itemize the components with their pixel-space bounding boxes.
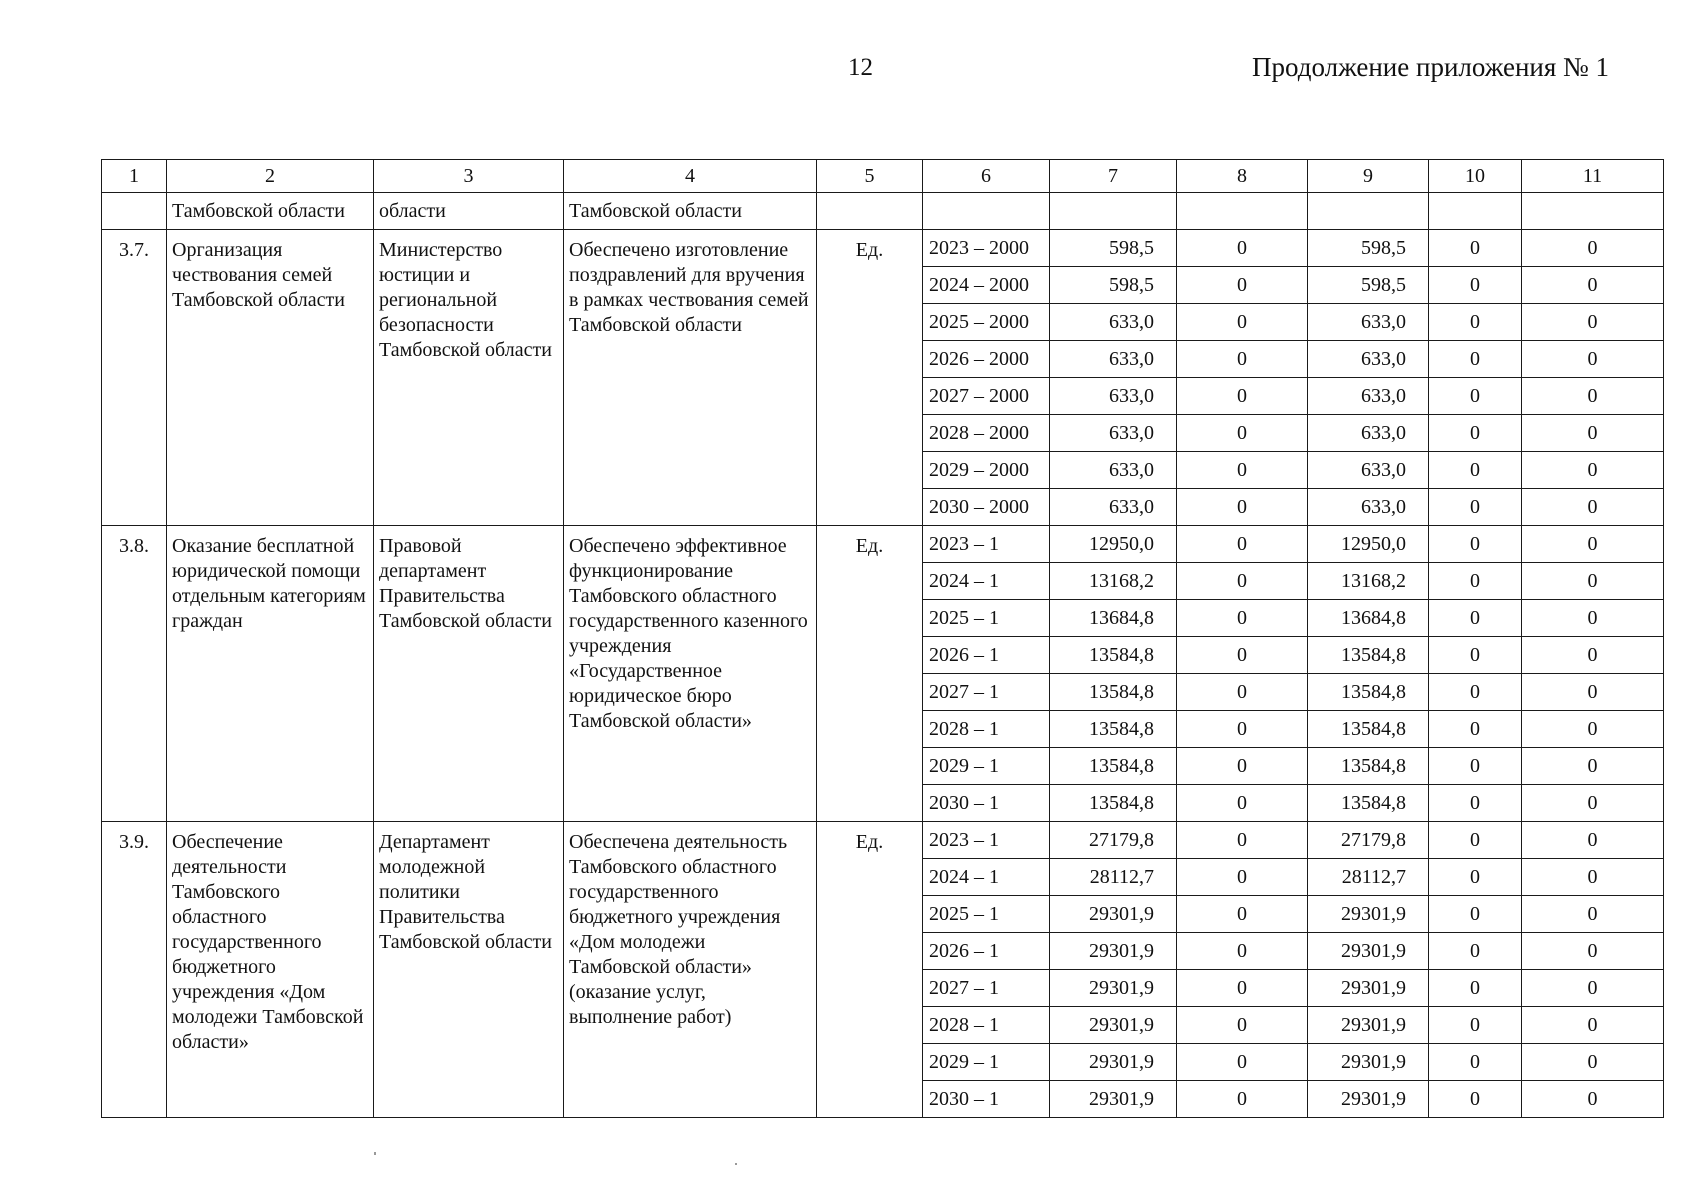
year-target-cell: 2025 – 1 xyxy=(923,896,1050,933)
federal-value-cell: 0 xyxy=(1177,600,1308,637)
activity-name: Организация чествования семей Тамбовской области xyxy=(167,230,374,526)
federal-value-cell: 0 xyxy=(1177,896,1308,933)
year-target-cell: 2027 – 1 xyxy=(923,674,1050,711)
year-target-cell: 2029 – 1 xyxy=(923,1044,1050,1081)
local-value-cell: 0 xyxy=(1429,230,1522,267)
regional-value-cell: 29301,9 xyxy=(1308,933,1429,970)
year-target-cell: 2023 – 1 xyxy=(923,822,1050,859)
local-value-cell: 0 xyxy=(1429,415,1522,452)
regional-value-cell: 598,5 xyxy=(1308,267,1429,304)
local-value-cell: 0 xyxy=(1429,711,1522,748)
unit-of-measure: Ед. xyxy=(817,230,923,526)
total-value-cell: 29301,9 xyxy=(1050,1007,1177,1044)
total-value-cell: 27179,8 xyxy=(1050,822,1177,859)
continuation-cell xyxy=(102,193,167,230)
local-value-cell: 0 xyxy=(1429,637,1522,674)
regional-value-cell: 29301,9 xyxy=(1308,1007,1429,1044)
local-value-cell: 0 xyxy=(1429,489,1522,526)
federal-value-cell: 0 xyxy=(1177,785,1308,822)
column-number: 10 xyxy=(1429,160,1522,193)
year-target-cell: 2023 – 1 xyxy=(923,526,1050,563)
year-target-cell: 2026 – 1 xyxy=(923,933,1050,970)
other-value-cell: 0 xyxy=(1522,489,1664,526)
year-target-cell: 2026 – 1 xyxy=(923,637,1050,674)
federal-value-cell: 0 xyxy=(1177,378,1308,415)
other-value-cell: 0 xyxy=(1522,415,1664,452)
regional-value-cell: 29301,9 xyxy=(1308,970,1429,1007)
regional-value-cell: 27179,8 xyxy=(1308,822,1429,859)
federal-value-cell: 0 xyxy=(1177,970,1308,1007)
local-value-cell: 0 xyxy=(1429,748,1522,785)
regional-value-cell: 13584,8 xyxy=(1308,785,1429,822)
continuation-cell: Тамбовской области xyxy=(564,193,817,230)
column-number: 3 xyxy=(374,160,564,193)
section-number: 3.8. xyxy=(102,526,167,822)
regional-value-cell: 633,0 xyxy=(1308,378,1429,415)
other-value-cell: 0 xyxy=(1522,711,1664,748)
other-value-cell: 0 xyxy=(1522,785,1664,822)
other-value-cell: 0 xyxy=(1522,600,1664,637)
column-number: 11 xyxy=(1522,160,1664,193)
year-target-cell: 2024 – 1 xyxy=(923,563,1050,600)
year-target-cell: 2028 – 2000 xyxy=(923,415,1050,452)
regional-value-cell: 633,0 xyxy=(1308,304,1429,341)
total-value-cell: 633,0 xyxy=(1050,452,1177,489)
expected-result: Обеспечена деятельность Тамбовского областного государственного бюджетного учреждения «Дом молодежи Тамбовской области» (оказание услуг, выполнение работ) xyxy=(564,822,817,1118)
total-value-cell: 29301,9 xyxy=(1050,1044,1177,1081)
local-value-cell: 0 xyxy=(1429,933,1522,970)
other-value-cell: 0 xyxy=(1522,1007,1664,1044)
table-row xyxy=(102,822,1664,859)
year-target-cell: 2029 – 1 xyxy=(923,748,1050,785)
regional-value-cell: 13584,8 xyxy=(1308,711,1429,748)
total-value-cell: 28112,7 xyxy=(1050,859,1177,896)
local-value-cell: 0 xyxy=(1429,378,1522,415)
local-value-cell: 0 xyxy=(1429,267,1522,304)
federal-value-cell: 0 xyxy=(1177,822,1308,859)
unit-of-measure: Ед. xyxy=(817,526,923,822)
activity-name: Оказание бесплатной юридической помощи отдельным категориям граждан xyxy=(167,526,374,822)
expected-result: Обеспечено эффективное функционирование Тамбовского областного государственного казенного учреждения «Государственное юридическое бюро Тамбовской области» xyxy=(564,526,817,822)
federal-value-cell: 0 xyxy=(1177,489,1308,526)
other-value-cell: 0 xyxy=(1522,1044,1664,1081)
total-value-cell: 12950,0 xyxy=(1050,526,1177,563)
other-value-cell: 0 xyxy=(1522,822,1664,859)
total-value-cell: 13684,8 xyxy=(1050,600,1177,637)
regional-value-cell: 28112,7 xyxy=(1308,859,1429,896)
regional-value-cell: 633,0 xyxy=(1308,452,1429,489)
regional-value-cell: 29301,9 xyxy=(1308,1081,1429,1118)
local-value-cell: 0 xyxy=(1429,785,1522,822)
other-value-cell: 0 xyxy=(1522,637,1664,674)
total-value-cell: 13584,8 xyxy=(1050,785,1177,822)
total-value-cell: 633,0 xyxy=(1050,489,1177,526)
total-value-cell: 13168,2 xyxy=(1050,563,1177,600)
continuation-cell xyxy=(1429,193,1522,230)
total-value-cell: 633,0 xyxy=(1050,415,1177,452)
total-value-cell: 29301,9 xyxy=(1050,896,1177,933)
other-value-cell: 0 xyxy=(1522,452,1664,489)
local-value-cell: 0 xyxy=(1429,600,1522,637)
table-body xyxy=(102,160,1664,1118)
year-target-cell: 2028 – 1 xyxy=(923,711,1050,748)
local-value-cell: 0 xyxy=(1429,304,1522,341)
federal-value-cell: 0 xyxy=(1177,637,1308,674)
year-target-cell: 2026 – 2000 xyxy=(923,341,1050,378)
continuation-cell xyxy=(923,193,1050,230)
total-value-cell: 633,0 xyxy=(1050,304,1177,341)
total-value-cell: 13584,8 xyxy=(1050,674,1177,711)
year-target-cell: 2030 – 1 xyxy=(923,1081,1050,1118)
other-value-cell: 0 xyxy=(1522,267,1664,304)
local-value-cell: 0 xyxy=(1429,563,1522,600)
federal-value-cell: 0 xyxy=(1177,452,1308,489)
local-value-cell: 0 xyxy=(1429,970,1522,1007)
other-value-cell: 0 xyxy=(1522,970,1664,1007)
federal-value-cell: 0 xyxy=(1177,304,1308,341)
federal-value-cell: 0 xyxy=(1177,526,1308,563)
other-value-cell: 0 xyxy=(1522,526,1664,563)
federal-value-cell: 0 xyxy=(1177,415,1308,452)
local-value-cell: 0 xyxy=(1429,341,1522,378)
table-row xyxy=(102,230,1664,267)
continuation-cell xyxy=(1308,193,1429,230)
year-target-cell: 2024 – 1 xyxy=(923,859,1050,896)
federal-value-cell: 0 xyxy=(1177,859,1308,896)
expected-result: Обеспечено изготовление поздравлений для вручения в рамках чествования семей Тамбовской области xyxy=(564,230,817,526)
table-row xyxy=(102,526,1664,563)
local-value-cell: 0 xyxy=(1429,1044,1522,1081)
federal-value-cell: 0 xyxy=(1177,1007,1308,1044)
program-activities-table xyxy=(101,159,1664,1118)
column-number: 2 xyxy=(167,160,374,193)
other-value-cell: 0 xyxy=(1522,1081,1664,1118)
total-value-cell: 29301,9 xyxy=(1050,933,1177,970)
regional-value-cell: 13168,2 xyxy=(1308,563,1429,600)
federal-value-cell: 0 xyxy=(1177,341,1308,378)
column-number: 7 xyxy=(1050,160,1177,193)
page-number: 12 xyxy=(848,54,873,81)
other-value-cell: 0 xyxy=(1522,859,1664,896)
year-target-cell: 2025 – 2000 xyxy=(923,304,1050,341)
appendix-header: Продолжение приложения № 1 xyxy=(1252,52,1610,82)
federal-value-cell: 0 xyxy=(1177,711,1308,748)
year-target-cell: 2027 – 2000 xyxy=(923,378,1050,415)
responsible-executor: Правовой департамент Правительства Тамбовской области xyxy=(374,526,564,822)
federal-value-cell: 0 xyxy=(1177,674,1308,711)
federal-value-cell: 0 xyxy=(1177,230,1308,267)
other-value-cell: 0 xyxy=(1522,748,1664,785)
year-target-cell: 2029 – 2000 xyxy=(923,452,1050,489)
column-number: 6 xyxy=(923,160,1050,193)
federal-value-cell: 0 xyxy=(1177,748,1308,785)
continuation-cell xyxy=(1522,193,1664,230)
total-value-cell: 13584,8 xyxy=(1050,748,1177,785)
other-value-cell: 0 xyxy=(1522,230,1664,267)
column-number: 8 xyxy=(1177,160,1308,193)
total-value-cell: 29301,9 xyxy=(1050,1081,1177,1118)
year-target-cell: 2028 – 1 xyxy=(923,1007,1050,1044)
federal-value-cell: 0 xyxy=(1177,267,1308,304)
year-target-cell: 2030 – 1 xyxy=(923,785,1050,822)
unit-of-measure: Ед. xyxy=(817,822,923,1118)
year-target-cell: 2027 – 1 xyxy=(923,970,1050,1007)
regional-value-cell: 633,0 xyxy=(1308,341,1429,378)
total-value-cell: 29301,9 xyxy=(1050,970,1177,1007)
local-value-cell: 0 xyxy=(1429,674,1522,711)
column-number: 9 xyxy=(1308,160,1429,193)
total-value-cell: 13584,8 xyxy=(1050,711,1177,748)
section-number: 3.7. xyxy=(102,230,167,526)
year-target-cell: 2030 – 2000 xyxy=(923,489,1050,526)
column-number: 5 xyxy=(817,160,923,193)
continuation-cell xyxy=(1050,193,1177,230)
federal-value-cell: 0 xyxy=(1177,1044,1308,1081)
year-target-cell: 2023 – 2000 xyxy=(923,230,1050,267)
column-number: 4 xyxy=(564,160,817,193)
regional-value-cell: 29301,9 xyxy=(1308,896,1429,933)
continuation-cell xyxy=(1177,193,1308,230)
year-target-cell: 2024 – 2000 xyxy=(923,267,1050,304)
responsible-executor: Министерство юстиции и региональной безопасности Тамбовской области xyxy=(374,230,564,526)
regional-value-cell: 598,5 xyxy=(1308,230,1429,267)
scan-mark xyxy=(735,1163,737,1165)
local-value-cell: 0 xyxy=(1429,859,1522,896)
regional-value-cell: 633,0 xyxy=(1308,415,1429,452)
local-value-cell: 0 xyxy=(1429,1007,1522,1044)
year-target-cell: 2025 – 1 xyxy=(923,600,1050,637)
responsible-executor: Департамент молодежной политики Правительства Тамбовской области xyxy=(374,822,564,1118)
continuation-cell: Тамбовской области xyxy=(167,193,374,230)
column-number-row xyxy=(102,160,1664,193)
federal-value-cell: 0 xyxy=(1177,1081,1308,1118)
regional-value-cell: 12950,0 xyxy=(1308,526,1429,563)
local-value-cell: 0 xyxy=(1429,896,1522,933)
other-value-cell: 0 xyxy=(1522,563,1664,600)
local-value-cell: 0 xyxy=(1429,526,1522,563)
regional-value-cell: 13584,8 xyxy=(1308,674,1429,711)
local-value-cell: 0 xyxy=(1429,452,1522,489)
other-value-cell: 0 xyxy=(1522,674,1664,711)
column-number: 1 xyxy=(102,160,167,193)
local-value-cell: 0 xyxy=(1429,1081,1522,1118)
other-value-cell: 0 xyxy=(1522,933,1664,970)
total-value-cell: 13584,8 xyxy=(1050,637,1177,674)
federal-value-cell: 0 xyxy=(1177,933,1308,970)
local-value-cell: 0 xyxy=(1429,822,1522,859)
other-value-cell: 0 xyxy=(1522,304,1664,341)
regional-value-cell: 29301,9 xyxy=(1308,1044,1429,1081)
continuation-row xyxy=(102,193,1664,230)
regional-value-cell: 13584,8 xyxy=(1308,637,1429,674)
scan-mark xyxy=(374,1152,376,1155)
federal-value-cell: 0 xyxy=(1177,563,1308,600)
regional-value-cell: 13584,8 xyxy=(1308,748,1429,785)
regional-value-cell: 13684,8 xyxy=(1308,600,1429,637)
total-value-cell: 633,0 xyxy=(1050,378,1177,415)
activity-name: Обеспечение деятельности Тамбовского областного государственного бюджетного учреждения «Дом молодежи Тамбовской области» xyxy=(167,822,374,1118)
other-value-cell: 0 xyxy=(1522,378,1664,415)
other-value-cell: 0 xyxy=(1522,896,1664,933)
continuation-cell xyxy=(817,193,923,230)
regional-value-cell: 633,0 xyxy=(1308,489,1429,526)
total-value-cell: 633,0 xyxy=(1050,341,1177,378)
total-value-cell: 598,5 xyxy=(1050,267,1177,304)
section-number: 3.9. xyxy=(102,822,167,1118)
total-value-cell: 598,5 xyxy=(1050,230,1177,267)
continuation-cell: области xyxy=(374,193,564,230)
other-value-cell: 0 xyxy=(1522,341,1664,378)
